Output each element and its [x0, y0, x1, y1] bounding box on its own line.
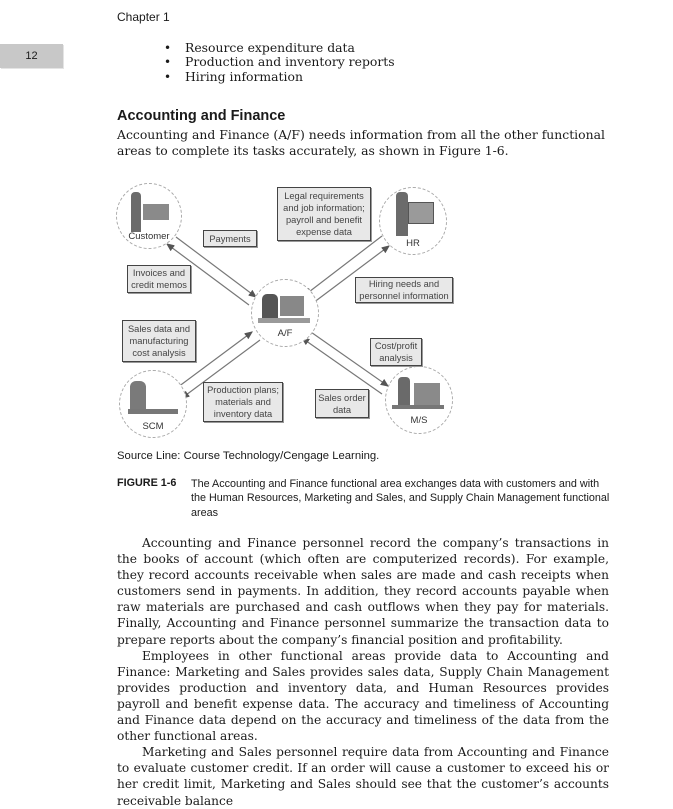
page-number: 12	[0, 44, 63, 68]
payments-box: Payments	[203, 230, 257, 247]
bullet-list	[160, 41, 395, 84]
af-label: A/F	[277, 328, 293, 339]
person-icon	[396, 192, 408, 236]
production-plans-box: Production plans; materials and inventory data	[203, 382, 283, 422]
cart-icon	[143, 204, 169, 220]
ms-node	[385, 366, 453, 434]
office-icon	[414, 383, 440, 405]
hiring-needs-box: Hiring needs and personnel information	[355, 277, 453, 303]
source-line: Source Line: Course Technology/Cengage Learning.	[117, 450, 380, 462]
figure-caption: The Accounting and Finance functional area exchanges data with customers and with the Human Resources, Marketing and Sales, and Supply Chain Management functional areas	[191, 478, 610, 519]
paragraph: Accounting and Finance personnel record the company’s transactions in the books of account (which often are computerized records). For example, they record accounts receivable when sales are made and cash receipts when customers send in payments. In addition, they record accounts payable when raw materials are purchased and cash outflows when they pay for materials. Finally, Accounting and Finance personnel summarize the transaction data to prepare reports about the company’s financial position and profitability.	[117, 536, 609, 647]
sales-data-box: Sales data and manufacturing cost analysis	[122, 320, 196, 362]
worker-icon	[130, 381, 146, 411]
invoices-box: Invoices and credit memos	[127, 265, 191, 293]
scm-label: SCM	[142, 421, 164, 432]
paragraph: Marketing and Sales personnel require data from Accounting and Finance to evaluate customer credit. If an order will cause a customer to exceed his or her credit limit, Marketing and Sales should see that the customer’s accounts receivable balance	[117, 745, 609, 808]
bullet-item: • Production and inventory reports	[160, 55, 395, 69]
hr-node	[379, 187, 447, 255]
af-node	[251, 279, 319, 347]
chapter-header: Chapter 1	[117, 10, 170, 24]
desk-icon	[258, 318, 310, 323]
salesperson-icon	[398, 377, 410, 405]
legal-requirements-box: Legal requirements and job information; payroll and benefit expense data	[277, 187, 371, 241]
bullet-item: • Resource expenditure data	[160, 41, 395, 55]
customer-label: Customer	[128, 231, 170, 242]
workbench-icon	[128, 409, 178, 414]
paragraph: Employees in other functional areas provide data to Accounting and Finance: Marketing and Sales provides sales data, Supply Chain Management provides production and inventory data, and Human Resources provides payroll and benefit expense data. The accuracy and timeliness of Accounting and Finance data depend on the accuracy and timeliness of the data from the other functional areas.	[117, 648, 609, 744]
computer-icon	[280, 296, 304, 316]
counter-icon	[392, 405, 444, 409]
hr-label: HR	[406, 238, 420, 249]
accountant-icon	[262, 294, 278, 318]
ms-label: M/S	[410, 415, 428, 426]
section-heading: Accounting and Finance	[117, 108, 286, 124]
bullet-item: • Hiring information	[160, 70, 395, 84]
sales-order-box: Sales order data	[315, 389, 369, 418]
figure-diagram	[110, 180, 470, 445]
figure-label: FIGURE 1-6	[117, 477, 177, 489]
cost-profit-box: Cost/profit analysis	[370, 338, 422, 366]
person-cart-icon	[131, 192, 141, 232]
org-chart-icon	[408, 202, 434, 224]
section-intro: Accounting and Finance (A/F) needs information from all the other functional areas to complete its tasks accurately, as shown in Figure 1-6.	[117, 127, 605, 158]
body-text	[117, 535, 609, 809]
scm-node	[119, 370, 187, 438]
customer-node	[116, 183, 182, 249]
